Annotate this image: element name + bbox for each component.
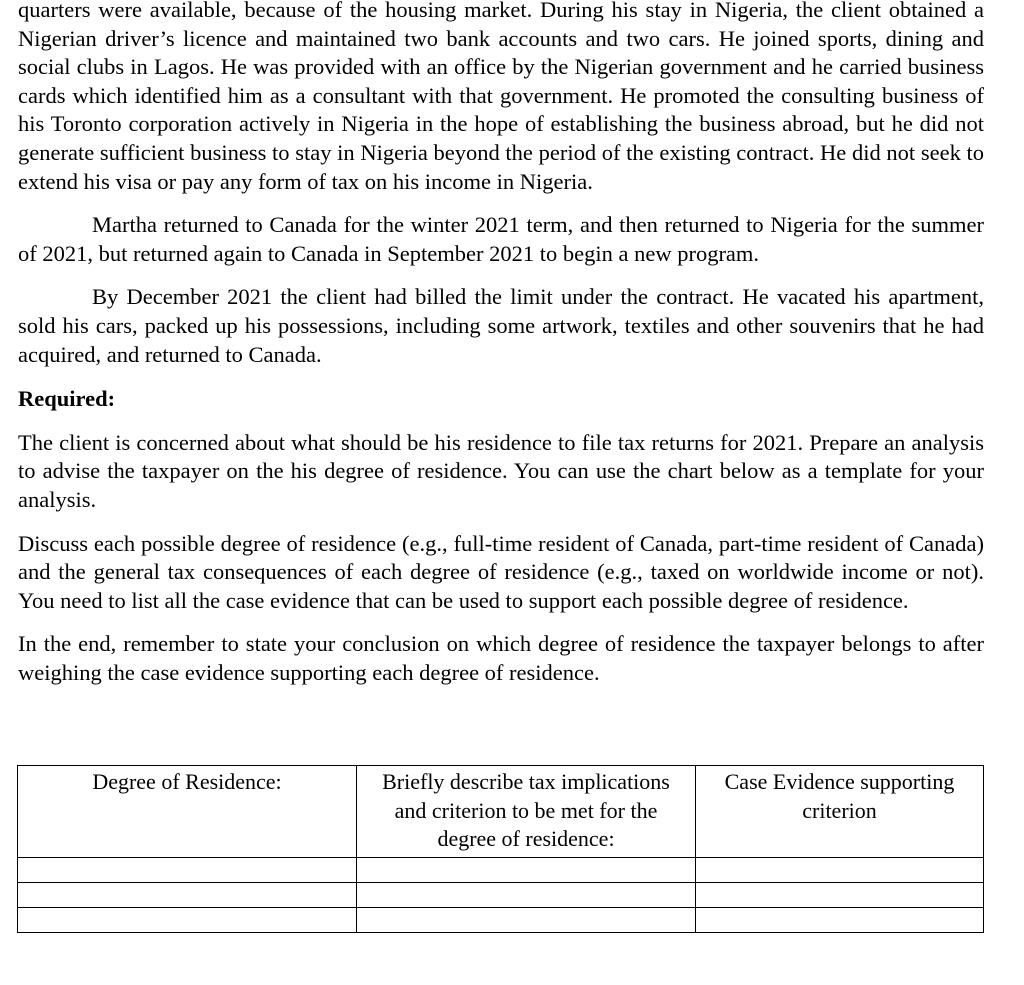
residence-analysis-table	[17, 765, 984, 933]
table-row	[18, 857, 984, 882]
required-paragraph-2: Discuss each possible degree of residence (e.g., full-time resident of Canada, part-time resident of Canada) and the general tax consequences of each degree of residence (e.g., taxed on worldwide income or not). You need to list all the case evidence that can be used to support each possible degree of residence.	[18, 530, 984, 613]
table-cell[interactable]	[357, 907, 696, 932]
required-paragraph-1: The client is concerned about what should be his residence to file tax returns for 2021. Prepare an analysis to advise the taxpayer on the his degree of residence. You can use the chart below as a template for your analysis.	[18, 429, 984, 512]
table-cell[interactable]	[18, 882, 357, 907]
table-cell[interactable]	[18, 857, 357, 882]
document-page	[18, 0, 984, 687]
case-paragraph-martha: Martha returned to Canada for the winter 2021 term, and then returned to Nigeria for the summer of 2021, but returned again to Canada in September 2021 to begin a new program.	[18, 212, 984, 266]
table-row	[18, 907, 984, 932]
required-heading: Required:	[18, 386, 116, 412]
case-paragraph-nigeria-stay: quarters were available, because of the housing market. During his stay in Nigeria, the client obtained a Nigerian driver’s licence and maintained two bank accounts and two cars. He joined sports, dining and social clubs in Lagos. He was provided with an office by the Nigerian government and he carried business cards which identified him as a consultant with that government. He promoted the consulting business of his Toronto corporation actively in Nigeria in the hope of establishing the business abroad, but he did not generate sufficient business to stay in Nigeria beyond the period of the existing contract. He did not seek to extend his visa or pay any form of tax on his income in Nigeria.	[18, 0, 984, 194]
header-degree-of-residence: Degree of Residence:	[18, 766, 357, 858]
table-cell[interactable]	[696, 907, 984, 932]
header-case-evidence: Case Evidence supporting criterion	[696, 766, 984, 858]
table-cell[interactable]	[357, 857, 696, 882]
header-tax-implications: Briefly describe tax implications and criterion to be met for the degree of residence:	[357, 766, 696, 858]
table-cell[interactable]	[696, 857, 984, 882]
required-paragraph-3: In the end, remember to state your conclusion on which degree of residence the taxpayer belongs to after weighing the case evidence supporting each degree of residence.	[18, 631, 984, 685]
table-row	[18, 882, 984, 907]
case-paragraph-return-canada: By December 2021 the client had billed the limit under the contract. He vacated his apartment, sold his cars, packed up his possessions, including some artwork, textiles and other souvenirs that he had acquired, and returned to Canada.	[18, 284, 984, 367]
table-cell[interactable]	[696, 882, 984, 907]
table-cell[interactable]	[357, 882, 696, 907]
table-header-row	[18, 766, 984, 858]
table-cell[interactable]	[18, 907, 357, 932]
